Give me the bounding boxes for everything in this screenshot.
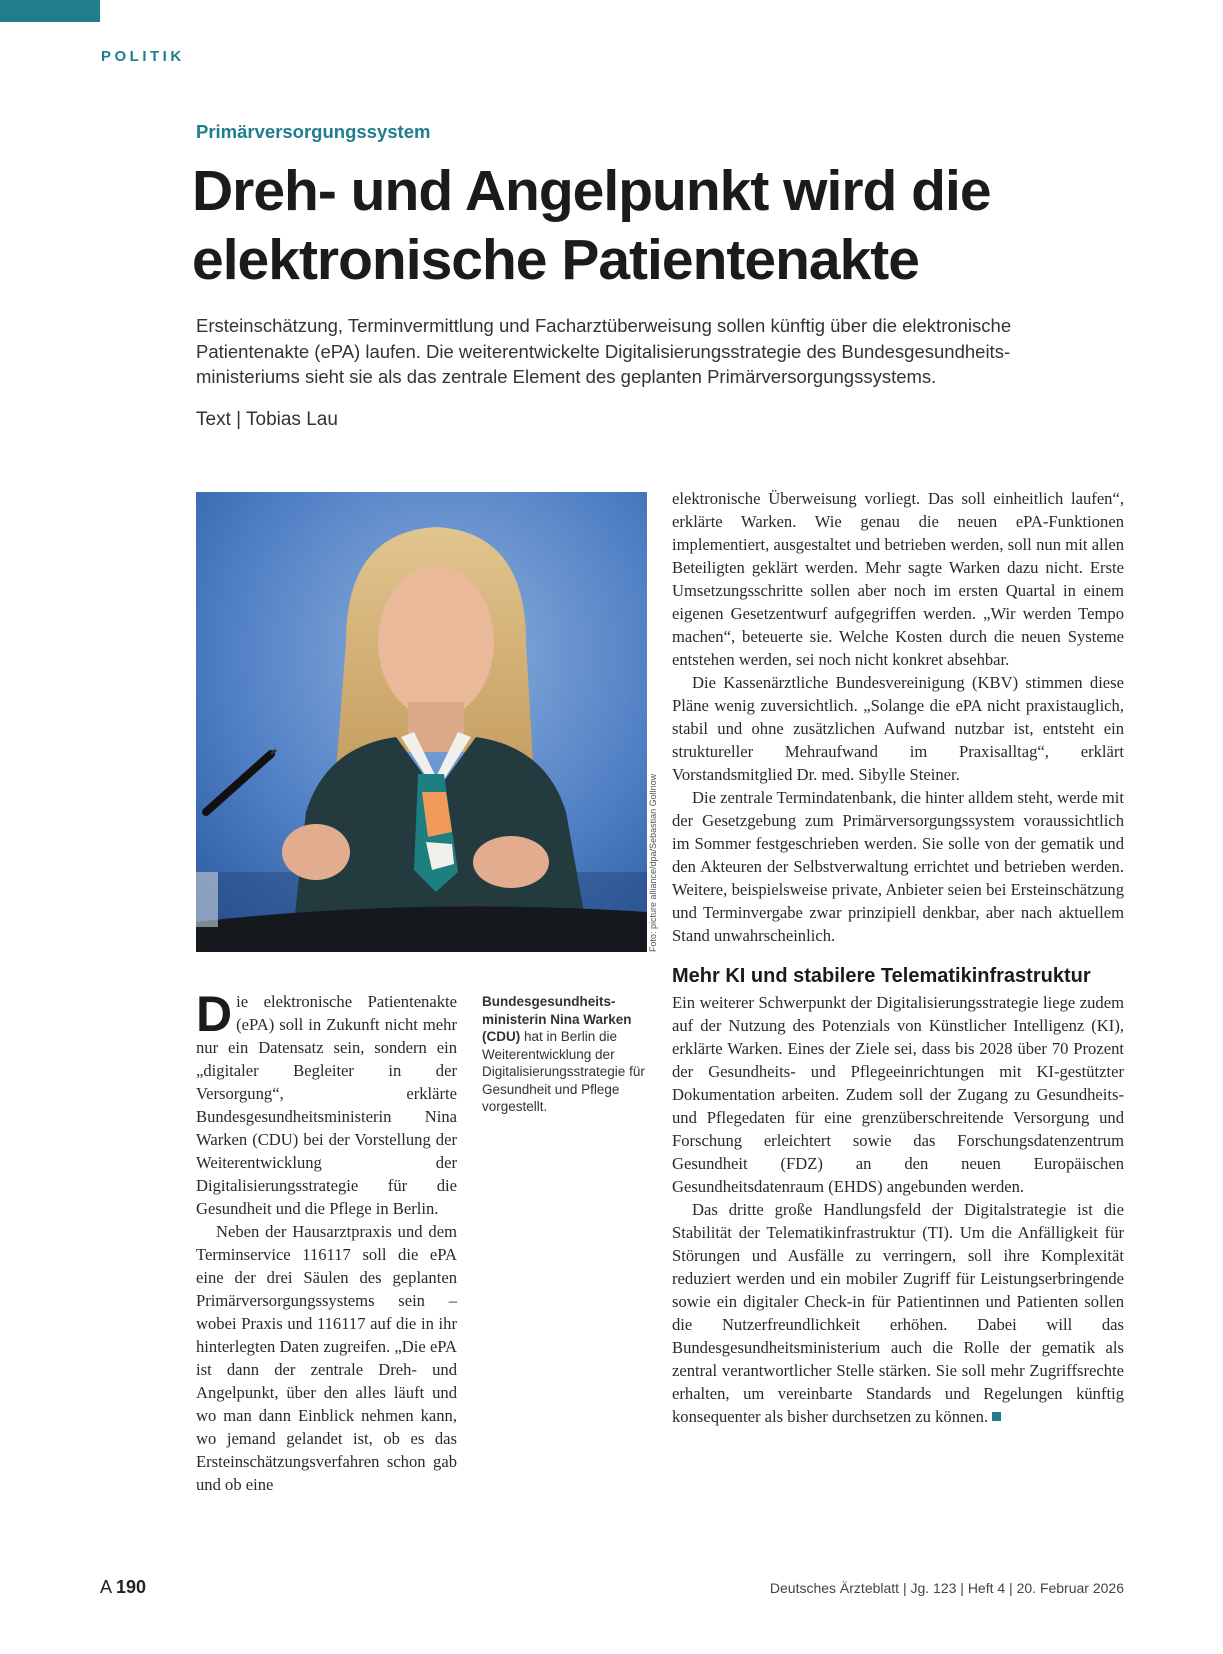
article-paragraph: Die zentrale Termindatenbank, die hinter alldem steht, werde mit der Gesetzgebung zum Primärversorgungssystem voraussichtlich im Sommer festgeschrieben werden. Sie solle von der gematik und den Akteuren der Selbstverwaltung errichtet und betrieben werden. Weitere, beispielsweise private, Anbieter seien bei Ersteinschätzung und Terminvergabe zwar prinzipiell denkbar, aber nach aktuellem Stand unwahrscheinlich. — [672, 788, 1124, 945]
drop-cap: D — [196, 986, 233, 1042]
page-number — [100, 1577, 146, 1598]
article-paragraph: Neben der Hausarztpraxis und dem Terminservice 116117 soll die ePA eine der drei Säulen des geplanten Primärversorgungssystems sein – wobei Praxis und 116117 auf die in ihr hinterlegten Daten zugreifen. „Die ePA ist dann der zentrale Dreh- und Angelpunkt, über den alles läuft und wo man dann Einblick nehmen kann, wo jemand gelandet ist, ob es das Ersteinschätzungsverfahren schon gab und ob eine — [196, 1222, 457, 1494]
end-mark-icon — [992, 1412, 1001, 1421]
caption-bold: Bundesgesundheitsministerin Nina Warken (CDU) — [482, 994, 632, 1044]
article-headline: Dreh- und Angelpunkt wird die elektronische Patientenakte — [192, 159, 991, 292]
article-kicker: Primärversorgungssystem — [196, 121, 431, 142]
section-label: POLITIK — [101, 48, 185, 65]
section-color-bar — [0, 0, 100, 22]
article-paragraph: Ein weiterer Schwerpunkt der Digitalisierungsstrategie liege zudem auf der Nutzung des Potenzials von Künstlicher Intelligenz (KI), erklärte Warken. Eines der Ziele sei, dass bis 2028 über 70 Prozent der Gesundheits- und Pflegeeinrichtungen mit KI-gestützter Dokumentation arbeiten. Zudem soll der Zugang zu Gesundheits- und Pflegedaten für eine grenzüberschreitende Versorgung und Forschung erleichtert sowie das Forschungsdatenzentrum Gesundheit (FDZ) an den neuen Europäischen Gesundheitsdatenraum (EHDS) angebunden werden. — [672, 993, 1124, 1196]
photo-credit: Foto: picture alliance/dpa/Sebastian Gollnow — [648, 773, 658, 952]
article-subheading: Mehr KI und stabilere Telematikinfrastruktur — [672, 965, 1091, 987]
article-column-right — [672, 487, 1124, 1428]
publication-footer: Deutsches Ärzteblatt | Jg. 123 | Heft 4 | 20. Februar 2026 — [769, 1580, 1124, 1596]
caption-text: hat in Berlin die Weiterentwicklung der Digitalisierungsstrategie für Gesundheit und Pflege vorgestellt. — [482, 1029, 645, 1114]
article-paragraph: elektronische Überweisung vorliegt. Das soll einheitlich laufen“, erklärte Warken. Wie genau die neuen ePA-Funktionen implementiert, ausgestaltet und betrieben werden, soll nun mit allen Beteiligten geklärt werden. Mehr sagte Warken dazu nicht. Erste Umsetzungsschritte sollen aber noch im ersten Quartal in einem eigenen Gesetzentwurf aufgegriffen werden. „Wir werden Tempo machen“, beteuerte sie. Welche Kosten durch die neuen Systeme entstehen werden, sei noch nicht konkret absehbar. — [672, 489, 1124, 669]
article-photo — [196, 492, 647, 952]
article-paragraph — [672, 1198, 1124, 1428]
article-lead: Ersteinschätzung, Terminvermittlung und Facharztüberweisung sollen künftig über die elektronische Patientenakte (ePA) laufen. Die weiterentwickelte Digitalisierungsstrategie des Bundesgesundheitsministeriums sieht sie als das zentrale Element des geplanten Primärversorgungssystems. — [196, 315, 1012, 387]
article-byline: Text | Tobias Lau — [196, 409, 338, 430]
paragraph-text: ie elektronische Patientenakte (ePA) soll in Zukunft nicht mehr nur ein Datensatz sein, sondern ein „digitaler Begleiter in der Versorgung“, erklärte Bundesgesundheitsministerin Nina Warken (CDU) bei der Vorstellung der Weiterentwicklung der Digitalisierungsstrategie für die Gesundheit und die Pflege in Berlin. — [196, 992, 457, 1218]
page-number-value: 190 — [116, 1577, 147, 1597]
paragraph-text: Das dritte große Handlungsfeld der Digitalstrategie ist die Stabilität der Telematikinfrastruktur (TI). Um die Anfälligkeit für Störungen und Ausfälle zu verringern, soll ihre Komplexität reduziert werden und ein mobiler Zugriff für Leistungserbringende sowie ein digitaler Check-in für Patientinnen und Patienten sollen die Nutzerfreundlichkeit erhöhen. Dabei will das Bundesgesundheitsministerium auch die Rolle der gematik als zentral verantwortlicher Stelle stärken. Sie soll mehr Zugriffsrechte erhalten, um vereinbarte Standards und Regelungen künftig konsequenter als bisher durchsetzen zu können. — [672, 1200, 1124, 1426]
article-column-left — [196, 986, 457, 1496]
article-paragraph: Die Kassenärztliche Bundesvereinigung (KBV) stimmen diese Pläne wenig zuversichtlich. „Solange die ePA nicht praxistauglich, stabil und ohne zusätzlichen Aufwand nutzbar ist, entsteht ein struktureller Mehraufwand im Praxisalltag“, erklärt Vorstandsmitglied Dr. med. Sibylle Steiner. — [672, 673, 1124, 784]
page-prefix: A — [100, 1577, 112, 1597]
photo-caption — [482, 993, 652, 1116]
article-paragraph — [196, 986, 457, 1220]
